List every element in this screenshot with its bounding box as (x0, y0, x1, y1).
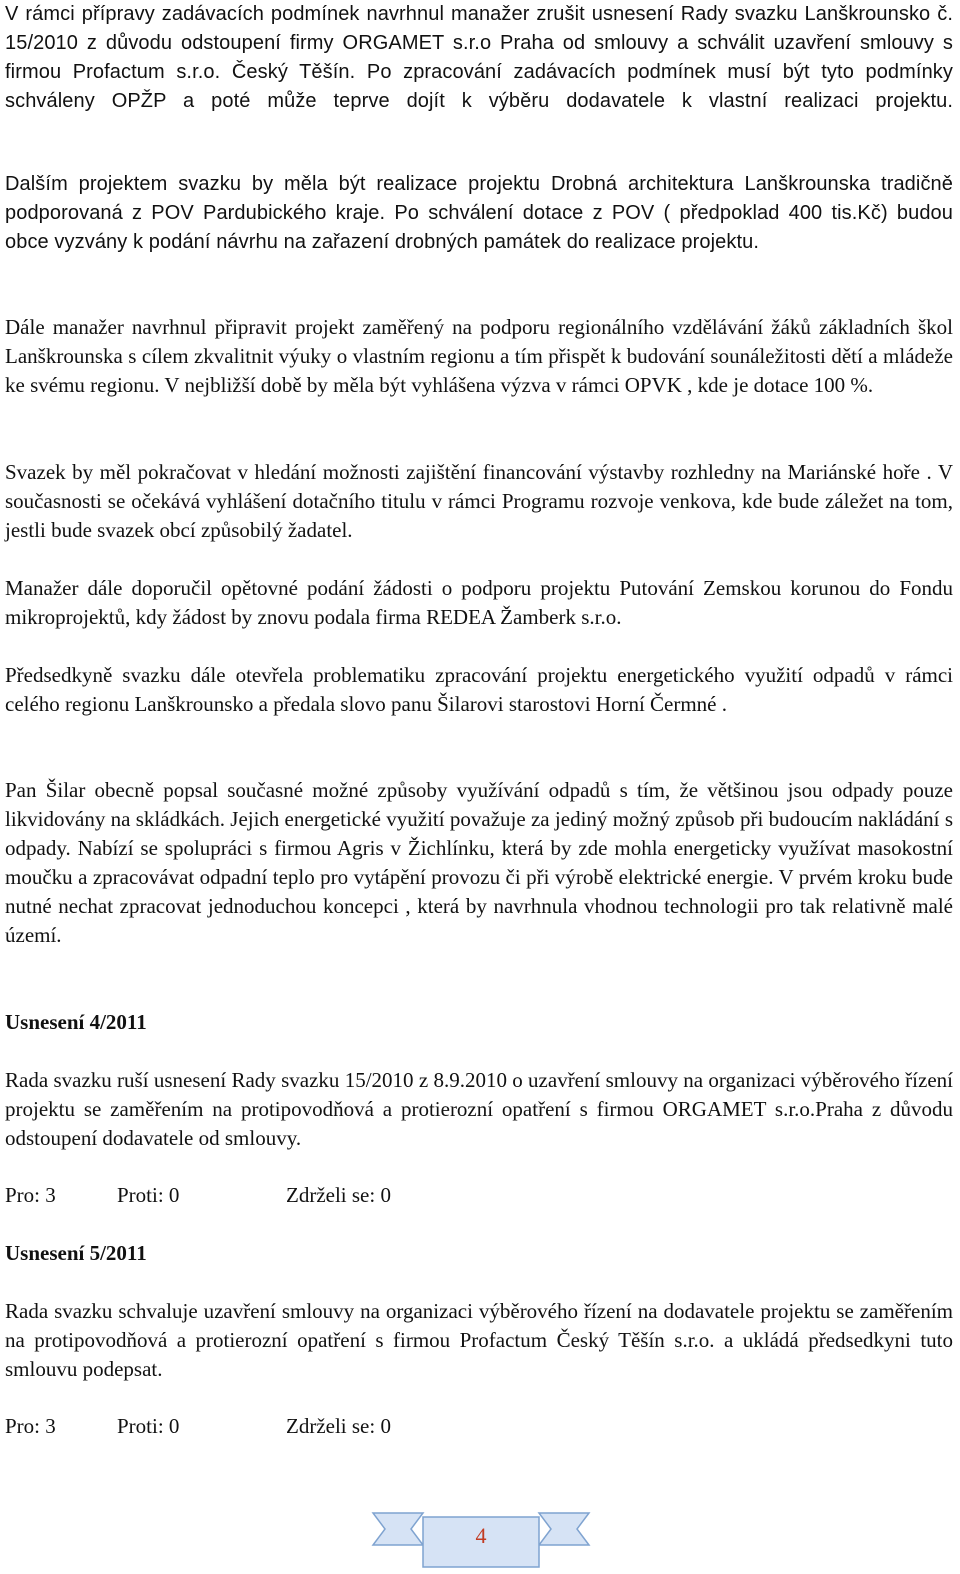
vote-proti: Proti: 0 (117, 1414, 180, 1438)
vote-zdrzeli: Zdrželi se: 0 (286, 1414, 391, 1438)
vote-zdrzeli: Zdrželi se: 0 (286, 1183, 391, 1207)
resolution-5-heading: Usnesení 5/2011 (5, 1241, 147, 1265)
vote-proti: Proti: 0 (117, 1183, 180, 1207)
vote-pro: Pro: 3 (5, 1414, 56, 1438)
paragraph-regional-education: Dále manažer navrhnul připravit projekt zaměřený na podporu regionálního vzdělávání žáků základních škol Lanškrounska s cílem zkvalitnit výuky o vlastním regionu a tím přispět k budování sounáležitosti dětí a mládeže ke svému regionu. V nejbližší době by měla být vyhlášena výzva v rámci OPVK , kde je dotace 100 %. (5, 315, 953, 397)
paragraph-intro (5, 0, 953, 116)
paragraph-intro-part-a: V rámci přípravy zadávacích podmínek navrhnul manažer zrušit usnesení Rady svazku Lanškrounsko č. 15/2010 z důvodu odstoupení firmy ORGAMET s.r.o Praha od smlouvy a schválit uzavření smlouvy s firmou Profactum s.r.o. Český Těšín. (5, 3, 953, 83)
page-number: 4 (475, 1523, 487, 1548)
vote-pro: Pro: 3 (5, 1183, 56, 1207)
paragraph-intro-part-b: Po zpracování zadávacích podmínek musí být tyto podmínky schváleny OPŽP a poté může teprve dojít k výběru dodavatele k vlastní realizaci projektu. (5, 61, 953, 112)
resolution-5-text: Rada svazku schvaluje uzavření smlouvy na organizaci výběrového řízení na dodavatele projektu se zaměřením na protipovodňová a protierozní opatření s firmou Profactum Český Těšín s.r.o. a ukládá předsedkyni tuto smlouvu podepsat. (5, 1299, 953, 1381)
paragraph-energy-waste: Předsedkyně svazku dále otevřela problematiku zpracování projektu energetického využití odpadů v rámci celého regionu Lanškrounsko a předala slovo panu Šilarovi starostovi Horní Čermné . (5, 663, 953, 716)
paragraph-silar: Pan Šilar obecně popsal současné možné způsoby využívání odpadů s tím, že většinou jsou odpady pouze likvidovány na skládkách. Jejich energetické využití považuje za jediný možný způsob při budoucím nakládání s odpady. Nabízí se spolupráci s firmou Agris v Žichlínku, která by zde mohla energeticky využívat masokostní moučku a zpracovávat odpadní teplo pro vytápění provozu či při výrobě elektrické energie. V prvém kroku bude nutné nechat zpracovat jednoduchou koncepci , která by navrhnula vhodnou technologii pro tak relativně malé území. (5, 778, 953, 947)
paragraph-putovani: Manažer dále doporučil opětovné podání žádosti o podporu projektu Putování Zemskou korunou do Fondu mikroprojektů, kdy žádost by znovu podala firma REDEA Žamberk s.r.o. (5, 576, 953, 629)
resolution-4-heading: Usnesení 4/2011 (5, 1010, 147, 1034)
paragraph-rozhledna: Svazek by měl pokračovat v hledání možnosti zajištění financování výstavby rozhledny na Mariánské hoře . V současnosti se očekává vyhlášení dotačního titulu v rámci Programu rozvoje venkova, kde bude záležet na tom, jestli bude svazek obcí způsobilý žadatel. (5, 460, 953, 542)
resolution-4-text: Rada svazku ruší usnesení Rady svazku 15/2010 z 8.9.2010 o uzavření smlouvy na organizaci výběrového řízení projektu se zaměřením na protipovodňová a protierozní opatření s firmou ORGAMET s.r.o.Praha z důvodu odstoupení dodavatele od smlouvy. (5, 1068, 953, 1150)
paragraph-drobna-architektura: Dalším projektem svazku by měla být realizace projektu Drobná architektura Lanškrounska tradičně podporovaná z POV Pardubického kraje. Po schválení dotace z POV ( předpoklad 400 tis.Kč) budou obce vyzvány k podání návrhu na zařazení drobných památek do realizace projektu. (5, 173, 953, 253)
